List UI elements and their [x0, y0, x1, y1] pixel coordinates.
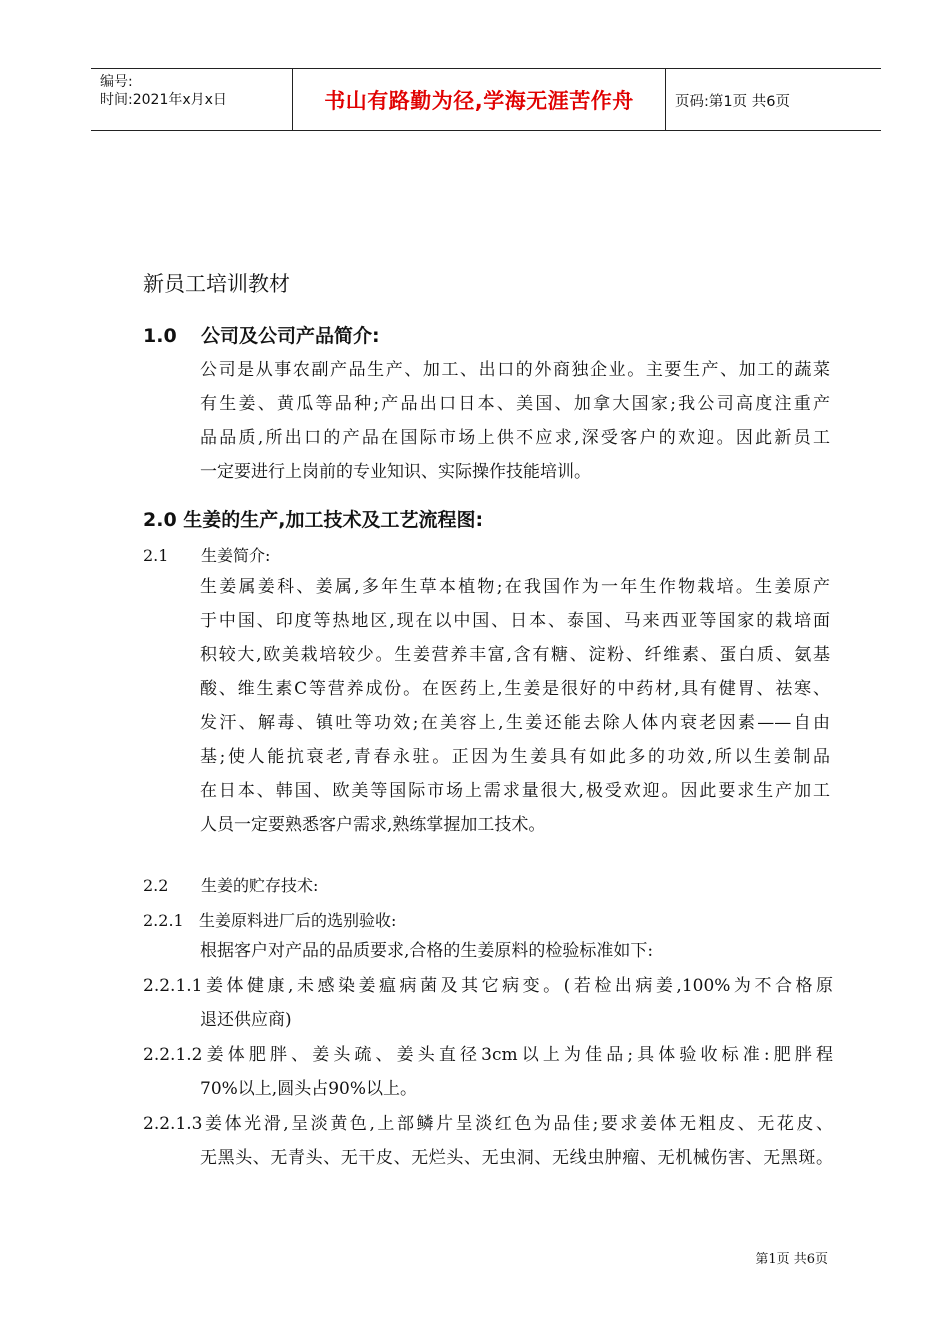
header-page-cell — [666, 69, 881, 130]
subsection-2-1-paragraph — [200, 570, 830, 842]
paragraph-line: 根据客户对产品的品质要求,合格的生姜原料的检验标准如下: — [200, 941, 654, 961]
paragraph-line: 有生姜、黄瓜等品种;产品出口日本、美国、加拿大国家;我公司高度注重产 — [200, 394, 830, 414]
paragraph-line: 发汗、解毒、镇吐等功效;在美容上,生姜还能去除人体内衰老因素——自由 — [200, 713, 830, 733]
item-line: 退还供应商) — [200, 1010, 292, 1030]
subsection-number: 2.2 — [143, 876, 169, 895]
item-line: 2.2.1.1姜体健康,未感染姜瘟病菌及其它病变。(若检出病姜,100%为不合格原 — [143, 976, 833, 996]
item-line: 70%以上,圆头占90%以上。 — [200, 1079, 417, 1099]
item-line: 2.2.1.3姜体光滑,呈淡黄色,上部鳞片呈淡红色为品佳;要求姜体无粗皮、无花皮、 — [143, 1114, 833, 1134]
inspection-item-1 — [143, 969, 833, 1037]
subsection-title: 生姜简介: — [201, 546, 271, 565]
document-title: 新员工培训教材 — [143, 272, 290, 296]
header-motto-cell — [293, 69, 666, 130]
page-header — [91, 68, 881, 131]
subsection-title: 生姜的贮存技术: — [201, 876, 319, 895]
section-title: 公司及公司产品简介: — [201, 325, 380, 347]
header-motto: 书山有路勤为径,学海无涯苦作舟 — [324, 89, 634, 113]
item-line: 2.2.1.2姜体肥胖、姜头疏、姜头直径3cm以上为佳品;具体验收标准:肥胖程 — [143, 1045, 833, 1065]
section-heading-2: 2.0 生姜的生产,加工技术及工艺流程图: — [143, 509, 484, 531]
section-number: 1.0 — [143, 325, 177, 347]
paragraph-line: 积较大,欧美栽培较少。生姜营养丰富,含有糖、淀粉、纤维素、蛋白质、氨基 — [200, 645, 830, 665]
header-page-number: 页码:第1页 共6页 — [675, 94, 790, 110]
paragraph-line: 公司是从事农副产品生产、加工、出口的外商独企业。主要生产、加工的蔬菜 — [200, 360, 830, 380]
paragraph-line: 酸、维生素C等营养成份。在医药上,生姜是很好的中药材,具有健胃、祛寒、 — [200, 679, 830, 699]
paragraph-line: 一定要进行上岗前的专业知识、实际操作技能培训。 — [200, 462, 591, 482]
subsection-2-2-1 — [143, 908, 396, 931]
paragraph-line: 于中国、印度等热地区,现在以中国、日本、泰国、马来西亚等国家的栽培面 — [200, 611, 830, 631]
section-heading-1 — [143, 321, 380, 348]
header-info-cell — [91, 69, 293, 130]
paragraph-line: 品品质,所出口的产品在国际市场上供不应求,深受客户的欢迎。因此新员工 — [200, 428, 830, 448]
subsection-2-2-1-intro — [200, 934, 830, 968]
paragraph-line: 人员一定要熟悉客户需求,熟练掌握加工技术。 — [200, 815, 546, 835]
item-line: 无黑头、无青头、无干皮、无烂头、无虫洞、无线虫肿瘤、无机械伤害、无黑斑。 — [200, 1148, 833, 1168]
subsection-number: 2.1 — [143, 546, 169, 565]
document-number-label: 编号: — [100, 74, 133, 90]
paragraph-line: 基;使人能抗衰老,青春永驻。正因为生姜具有如此多的功效,所以生姜制品 — [200, 747, 830, 767]
inspection-item-2 — [143, 1038, 833, 1106]
subsection-title: 生姜原料进厂后的选别验收: — [199, 911, 397, 930]
subsection-number: 2.2.1 — [143, 911, 184, 930]
page-footer-number: 第1页 共6页 — [755, 1252, 828, 1267]
subsection-2-1 — [143, 543, 270, 566]
section-1-paragraph — [200, 353, 830, 489]
document-time-label: 时间:2021年x月x日 — [100, 92, 227, 108]
paragraph-line: 生姜属姜科、姜属,多年生草本植物;在我国作为一年生作物栽培。生姜原产 — [200, 577, 830, 597]
paragraph-line: 在日本、韩国、欧美等国际市场上需求量很大,极受欢迎。因此要求生产加工 — [200, 781, 830, 801]
inspection-item-3 — [143, 1107, 833, 1175]
subsection-2-2 — [143, 873, 318, 896]
